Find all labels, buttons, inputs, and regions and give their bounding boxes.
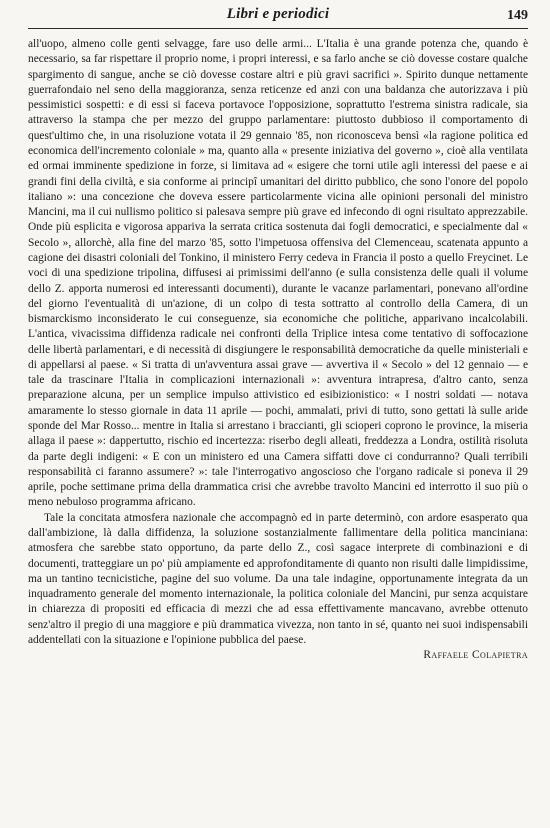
body-text <box>28 37 528 664</box>
paragraph: Tale la concitata atmosfera nazionale che accompagnò ed in parte determinò, con ardore esasperato qua dall'ambizione, là dalla diffidenza, la soluzione sostanzialmente fallimentare della politica manciniana: atmosfera che sarebbe stato opportuno, da parte dello Z., così sagace interprete di combinazioni e di documenti, tratteggiare un po' più ampiamente ed approfonditamente di quanto non risulti dalle limpidissime, ma un tantino tecnicistiche, pagine del suo volume. Da una tale indagine, opportunamente integrata da un inquadramento generale del momento internazionale, la politica coloniale del Mancini, pur senza acquistare in chiarezza di propositi ed efficacia di mezzi che ad essa effettivamente mancavano, avrebbe ottenuto senz'altro il pregio di una maggiore e più drammatica vivezza, non tanto in sé, quanto nei suoi indispensabili addentellati con la situazione e l'opinione pubblica del paese. <box>28 511 528 646</box>
running-header <box>28 6 528 29</box>
paragraph: all'uopo, almeno colle genti selvagge, fare uso delle armi... L'Italia è una grande potenza che, quando è necessario, sa far rispettare il proprio nome, i propri interessi, e sa farlo anche se ciò dovesse costare qualche spargimento di sangue, anche se ciò dovesse costare altri e più gravi sacrifici ». Spirito dunque nettamente guerrafondaio nel seno della maggioranza, senza reticenze ed anzi con una baldanza che autorizzava i più pessimistici sospetti: e di essi si faceva portavoce l'opposizione, soprattutto l'estrema sinistra radicale, sia attraverso la stampa che per mezzo del gruppo parlamentare: piuttosto dubbioso il comportamento di quest'ultimo che, in una risoluzione votata il 29 gennaio '85, non riconosceva bensì «la ragione politica ed economica dell'incremento coloniale » ma, quanto alla « presente iniziativa del governo », cioè alla ventilata ed ormai imminente spedizione in forze, si limitava ad « esigere che torni utile agli interessi del paese e ai grandi fini della civiltà, e sia conforme ai principî umanitari del diritto pubblico, che sono l'onore del popolo italiano »: una concezione che doveva essere particolarmente vicina alle opinioni personali del ministro Mancini, ma il cui nullismo politico si palesava sempre più grave ed infecondo di ogni risultato apprezzabile. Onde più esplicita e vigorosa appariva la serrata critica sostenuta dai fogli democratici, e specialmente dal « Secolo », allorchè, alla fine del marzo '85, sotto l'impetuosa offensiva del Clemenceau, scatenata appunto a cagione dei disastri coloniali del Tonkino, il ministero Ferry cedeva in Francia il posto a quello Freycinet. Le voci di una spedizione tripolina, diffusesi ai primissimi dell'anno (e sulla consistenza delle quali il volume dello Z. apporta numerosi ed interessanti documenti), durante le vacanze parlamentari, ponevano all'ordine del giorno l'eventualità di un'azione, di un colpo di testa sottratto al controllo della Camera, di un bismarckismo inconsiderato le cui conseguenze, sia economiche che politiche, apparivano incalcolabili. L'antica, vivacissima diffidenza radicale nei confronti della Triplice intesa come tentativo di soffocazione delle libertà parlamentari, e di necessità di disgiungere le responsabilità democratiche da quelle ministeriali e di appellarsi al paese. « Si tratta di un'avventura assai grave — avvertiva il « Secolo » del 12 gennaio — e tale da trascinare l'Italia in complicazioni internazionali »: avventura intrapresa, d'altro canto, senza preparazione alcuna, per un semplice impulso attivistico ed esibizionistico: « I nostri soldati — notava amaramente lo stesso giornale in data 11 aprile — pochi, ammalati, privi di tutto, sono gettati là sulle aride sponde del Mar Rosso... mentre in Italia si arrestano i braccianti, gli scioperi coprono le province, la miseria allaga il paese »: dappertutto, rischio ed incertezza: riserbo degli alleati, freddezza a Londra, ostilità risoluta da parte degli indigeni: « E con un ministero ed una Camera siffatti dove ci condurranno? Quali terribili responsabilità ci faranno assumere? »: tale l'interrogativo angoscioso che l'organo radicale si poneva il 29 aprile, poche settimane prima della drammatica crisi che avrebbe travolto Mancini ed interrotto il suo più o meno nebuloso programma africano. <box>28 38 528 509</box>
page-number: 149 <box>507 8 528 23</box>
author-byline: Raffaele Colapietra <box>423 649 528 662</box>
running-title: Libri e periodici <box>226 6 330 22</box>
